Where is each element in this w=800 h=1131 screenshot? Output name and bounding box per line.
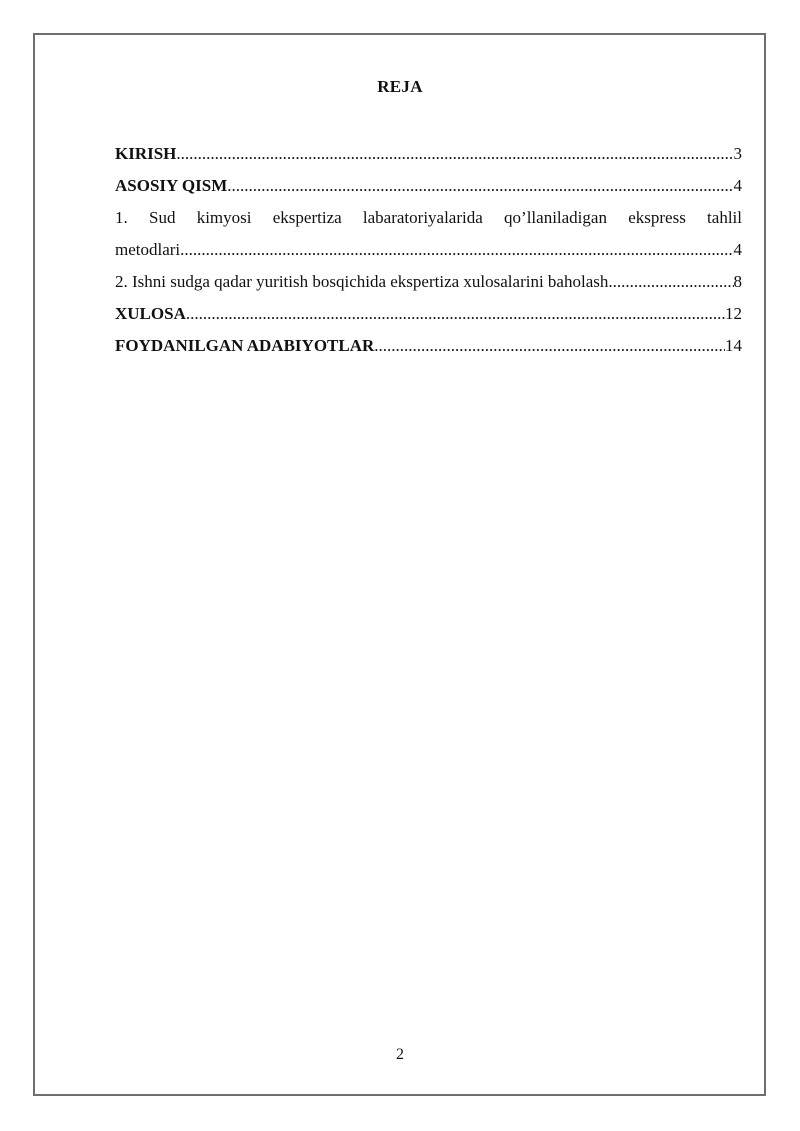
toc-entry-page: 3 [733,144,742,163]
document-title: REJA [377,77,423,96]
toc-entry-label: metodlari [115,240,181,259]
table-of-contents [115,138,742,362]
toc-entry-page: 14 [725,336,742,355]
toc-leader-dots [186,298,725,330]
toc-entry-section-1-line-2 [115,234,742,266]
toc-entry-xulosa [115,298,742,330]
toc-entry-label: KIRISH [115,144,177,163]
toc-entry-page: 4 [733,176,742,195]
toc-entry-page: 4 [733,240,742,259]
toc-entry-asosiy-qism [115,170,742,202]
toc-leader-dots [608,266,733,298]
toc-entry-label: XULOSA [115,304,186,323]
toc-entry-adabiyotlar [115,330,742,362]
toc-entry-label: ASOSIY QISM [115,176,228,195]
toc-entry-label: 2. Ishni sudga qadar yuritish bosqichida ekspertiza xulosalarini baholash [115,272,609,291]
toc-leader-dots [176,138,733,170]
toc-entry-section-2 [115,266,742,298]
toc-entry-section-1-line-1 [115,202,742,234]
toc-entry-page: 12 [725,304,742,323]
toc-leader-dots [180,234,733,266]
toc-leader-dots [227,170,733,202]
page-number: 2 [396,1046,404,1063]
toc-entry-label: FOYDANILGAN ADABIYOTLAR [115,336,375,355]
toc-entry-kirish [115,138,742,170]
toc-entry-label: 1. Sud kimyosi ekspertiza labaratoriyalarida qo’llaniladigan ekspress tahlil [115,208,742,227]
toc-leader-dots [374,330,725,362]
toc-entry-page: 8 [733,272,742,291]
